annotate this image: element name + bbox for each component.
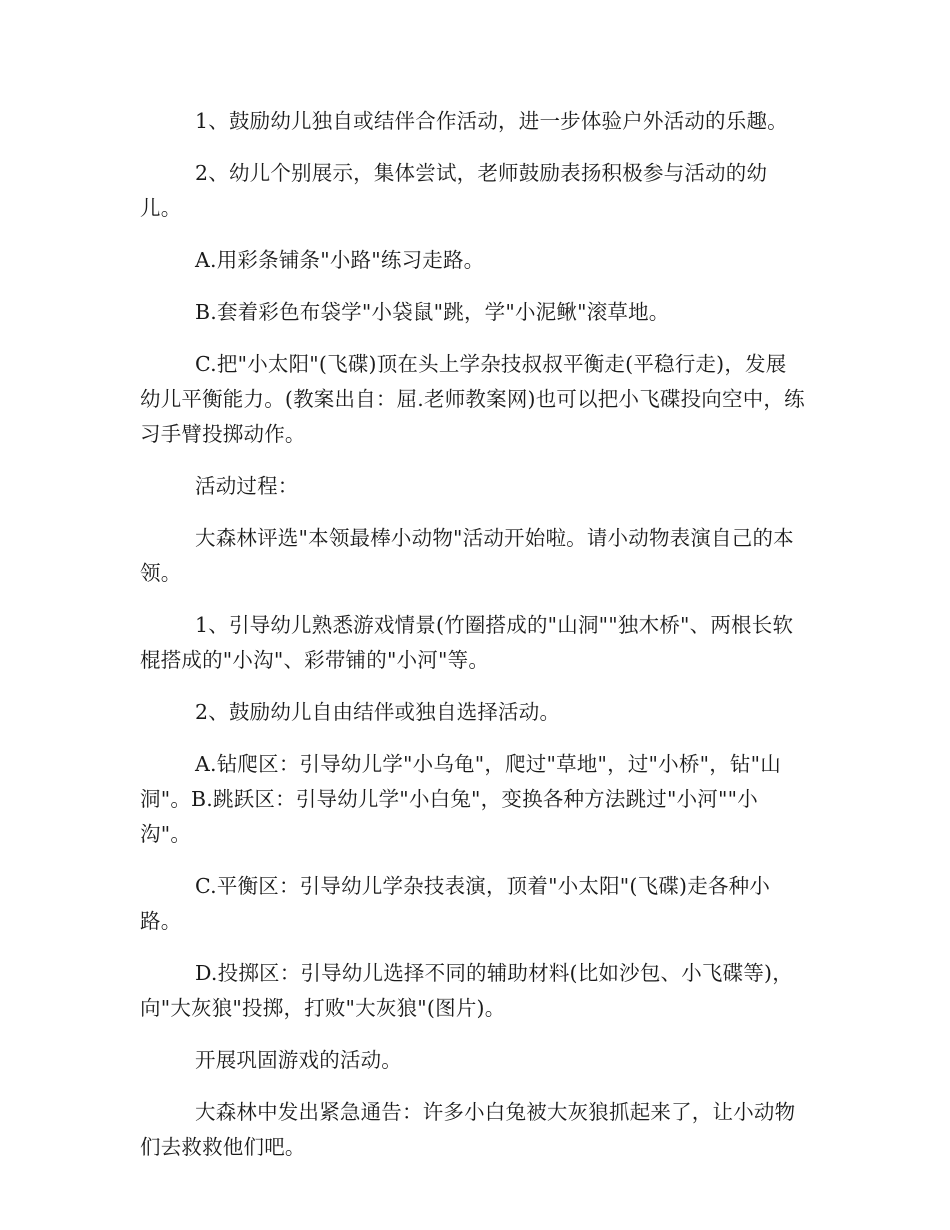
paragraph-10: A.钻爬区：引导幼儿学"小乌龟"，爬过"草地"，过"小桥"，钻"山洞"。B.跳跃区：引导幼儿学"小白兔"，变换各种方法跳过"小河""小沟"。: [140, 752, 781, 846]
paragraph-2: 2、幼儿个别展示，集体尝试，老师鼓励表扬积极参与活动的幼儿。: [140, 161, 768, 220]
paragraph-8: 1、引导幼儿熟悉游戏情景(竹圈搭成的"山洞""独木桥"、两根长软棍搭成的"小沟"、彩带铺的"小河"等。: [140, 613, 794, 672]
document-body: [140, 104, 805, 1182]
paragraph-4: B.套着彩色布袋学"小袋鼠"跳，学"小泥鳅"滚草地。: [195, 300, 670, 324]
paragraph-13: 开展巩固游戏的活动。: [195, 1048, 402, 1072]
paragraph-7: 大森林评选"本领最棒小动物"活动开始啦。请小动物表演自己的本领。: [140, 526, 794, 585]
paragraph-9: 2、鼓励幼儿自由结伴或独自选择活动。: [195, 700, 561, 724]
paragraph-12: D.投掷区：引导幼儿选择不同的辅助材料(比如沙包、小飞碟等)，向"大灰狼"投掷，打败"大灰狼"(图片)。: [140, 961, 793, 1020]
paragraph-11: C.平衡区：引导幼儿学杂技表演，顶着"小太阳"(飞碟)走各种小路。: [140, 874, 771, 933]
section-heading-activity-process: 活动过程：: [195, 474, 299, 498]
paragraph-14: 大森林中发出紧急通告：许多小白兔被大灰狼抓起来了，让小动物们去救救他们吧。: [140, 1100, 796, 1159]
paragraph-3: A.用彩条铺条"小路"练习走路。: [195, 248, 485, 272]
paragraph-1: 1、鼓励幼儿独自或结伴合作活动，进一步体验户外活动的乐趣。: [195, 109, 788, 133]
paragraph-5: C.把"小太阳"(飞碟)顶在头上学杂技叔叔平衡走(平稳行走)，发展幼儿平衡能力。(教案出自：屈.老师教案网)也可以把小飞碟投向空中，练习手臂投掷动作。: [140, 352, 805, 446]
